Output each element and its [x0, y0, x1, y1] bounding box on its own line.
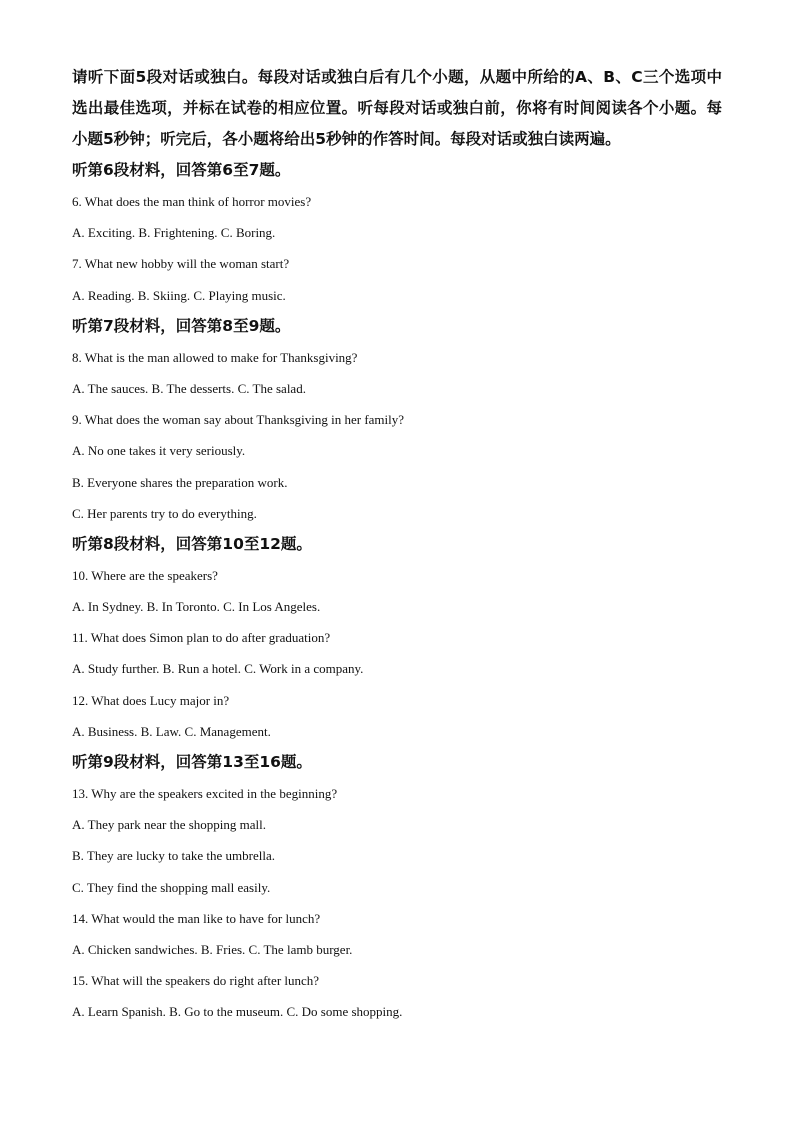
question-11: 11. What does Simon plan to do after graduation?: [72, 630, 331, 646]
section-heading: 听第6段材料，回答第6至7题。: [72, 161, 291, 179]
question-9-option-a: A. No one takes it very seriously.: [72, 443, 246, 459]
question-8-options: A. The sauces. B. The desserts. C. The salad.: [72, 380, 306, 396]
question-6-options: A. Exciting. B. Frightening. C. Boring.: [72, 225, 276, 241]
question-12-options: A. Business. B. Law. C. Management.: [72, 723, 271, 739]
section-heading: 听第9段材料，回答第13至16题。: [72, 753, 312, 771]
section-8: [72, 529, 722, 747]
section-7: [72, 311, 722, 529]
question-15: 15. What will the speakers do right after lunch?: [72, 973, 320, 989]
question-7-options: A. Reading. B. Skiing. C. Playing music.: [72, 287, 286, 303]
instructions-paragraph: 请听下面5段对话或独白。每段对话或独白后有几个小题，从题中所给的A、B、C三个选项中选出最佳选项，并标在试卷的相应位置。听每段对话或独白前，你将有时间阅读各个小题。每小题5秒钟；听完后，各小题将给出5秒钟的作答时间。每段对话或独白读两遍。: [72, 68, 722, 148]
question-13-option-b: B. They are lucky to take the umbrella.: [72, 848, 275, 864]
question-7: 7. What new hobby will the woman start?: [72, 256, 290, 272]
question-10: 10. Where are the speakers?: [72, 567, 218, 583]
question-10-options: A. In Sydney. B. In Toronto. C. In Los Angeles.: [72, 599, 321, 615]
question-13: 13. Why are the speakers excited in the beginning?: [72, 786, 338, 801]
question-6: 6. What does the man think of horror movies?: [72, 194, 312, 209]
question-13-option-a: A. They park near the shopping mall.: [72, 817, 266, 833]
question-9-option-c: C. Her parents try to do everything.: [72, 505, 257, 521]
question-14: 14. What would the man like to have for lunch?: [72, 910, 321, 926]
question-15-options: A. Learn Spanish. B. Go to the museum. C. Do some shopping.: [72, 1004, 403, 1020]
question-12: 12. What does Lucy major in?: [72, 692, 230, 708]
section-6: [72, 155, 722, 311]
section-9: [72, 747, 722, 1028]
question-13-option-c: C. They find the shopping mall easily.: [72, 879, 271, 895]
question-11-options: A. Study further. B. Run a hotel. C. Work in a company.: [72, 661, 364, 677]
section-heading: 听第8段材料，回答第10至12题。: [72, 534, 312, 553]
question-8: 8. What is the man allowed to make for Thanksgiving?: [72, 349, 358, 365]
section-heading: 听第7段材料，回答第8至9题。: [72, 316, 291, 335]
document-page: [72, 62, 722, 1028]
question-9-option-b: B. Everyone shares the preparation work.: [72, 474, 288, 490]
question-9: 9. What does the woman say about Thanksgiving in her family?: [72, 412, 405, 428]
question-14-options: A. Chicken sandwiches. B. Fries. C. The lamb burger.: [72, 941, 353, 957]
